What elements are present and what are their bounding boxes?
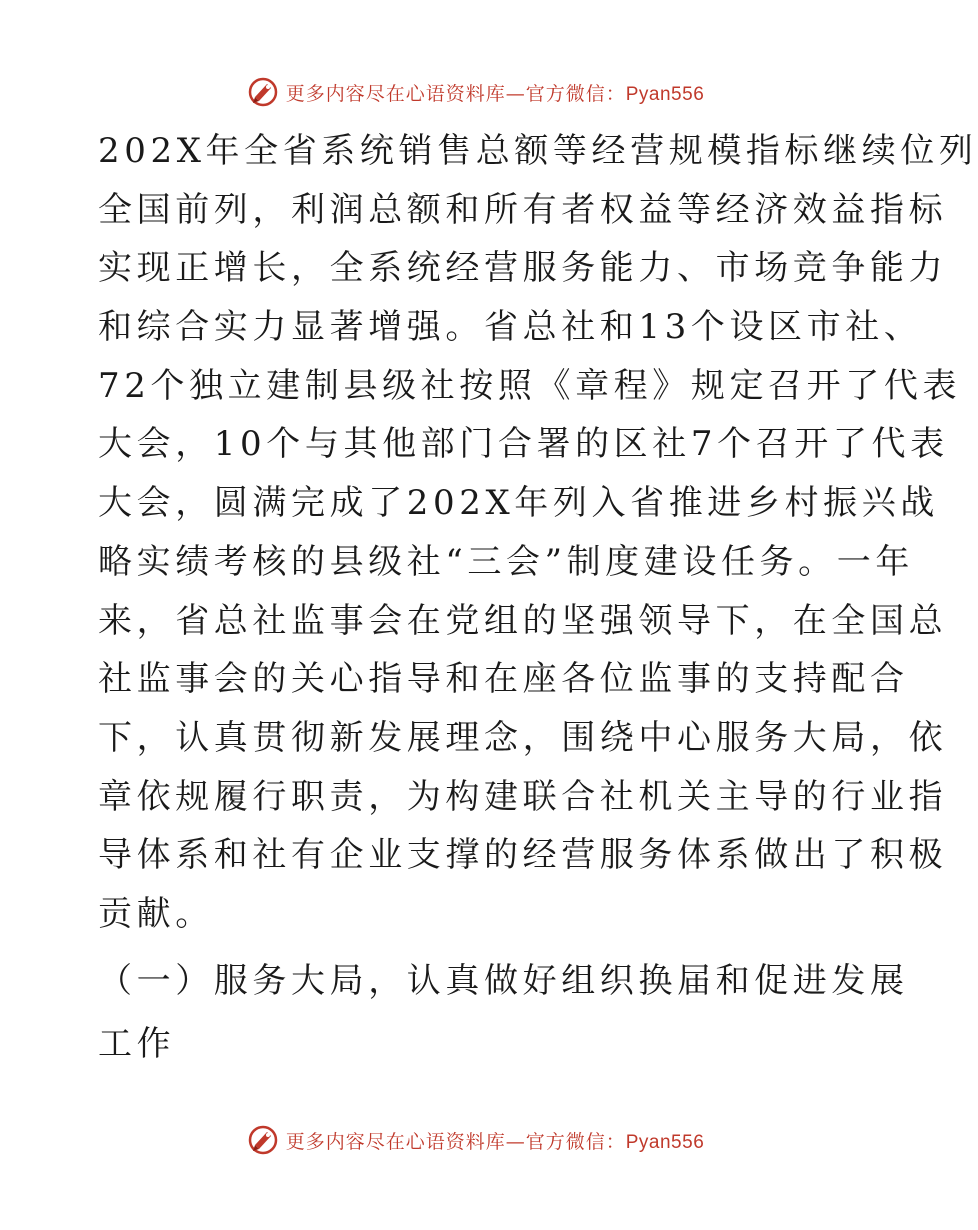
text-line: 章依规履行职责，为构建联合社机关主导的行业指 (98, 776, 948, 817)
text-line: 社监事会的关心指导和在座各位监事的支持配合 (98, 659, 909, 700)
pen-logo-icon (246, 1123, 280, 1157)
text-line: 大会，10个与其他部门合署的区社7个召开了代表 (98, 424, 949, 465)
watermark-wechat-label: 官方微信： (525, 1130, 626, 1153)
text-line: 全国前列，利润总额和所有者权益等经济效益指标 (98, 189, 948, 230)
watermark-main: 更多内容尽在心语资料库 (285, 1130, 506, 1153)
watermark-dash: — (505, 1130, 526, 1153)
text-line: 202X年全省系统销售总额等经营规模指标继续位列 (98, 131, 978, 171)
watermark-wechat-id: Pyan556 (625, 83, 705, 105)
watermark-text (286, 79, 705, 106)
watermark-main: 更多内容尽在心语资料库 (285, 82, 506, 105)
heading-line: 工作 (98, 1024, 176, 1064)
text-line: 导体系和社有企业支撑的经营服务体系做出了积极 (98, 835, 948, 876)
text-line: 略实绩考核的县级社“三会”制度建设任务。一年 (98, 541, 914, 582)
text-line: 72个独立建制县级社按照《章程》规定召开了代表 (98, 365, 962, 406)
body-paragraph (98, 122, 978, 944)
watermark-wechat-label: 官方微信： (525, 82, 626, 105)
text-line: 大会，圆满完成了202X年列入省推进乡村振兴战 (98, 483, 939, 524)
pen-logo-icon (246, 75, 280, 109)
watermark-dash: — (505, 82, 526, 105)
heading-line: （一）服务大局，认真做好组织换届和促进发展 (98, 961, 909, 1001)
watermark-wechat-id: Pyan556 (625, 1131, 705, 1153)
watermark-text (286, 1127, 705, 1154)
header-watermark (0, 72, 950, 112)
footer-watermark (0, 1120, 950, 1160)
section-heading (98, 950, 909, 1076)
text-line: 来，省总社监事会在党组的坚强领导下，在全国总 (98, 600, 948, 641)
text-line: 下，认真贯彻新发展理念，围绕中心服务大局，依 (98, 717, 948, 758)
text-line: 贡献。 (98, 893, 214, 934)
text-line: 和综合实力显著增强。省总社和13个设区市社、 (98, 307, 923, 348)
text-line: 实现正增长，全系统经营服务能力、市场竞争能力 (98, 248, 948, 289)
